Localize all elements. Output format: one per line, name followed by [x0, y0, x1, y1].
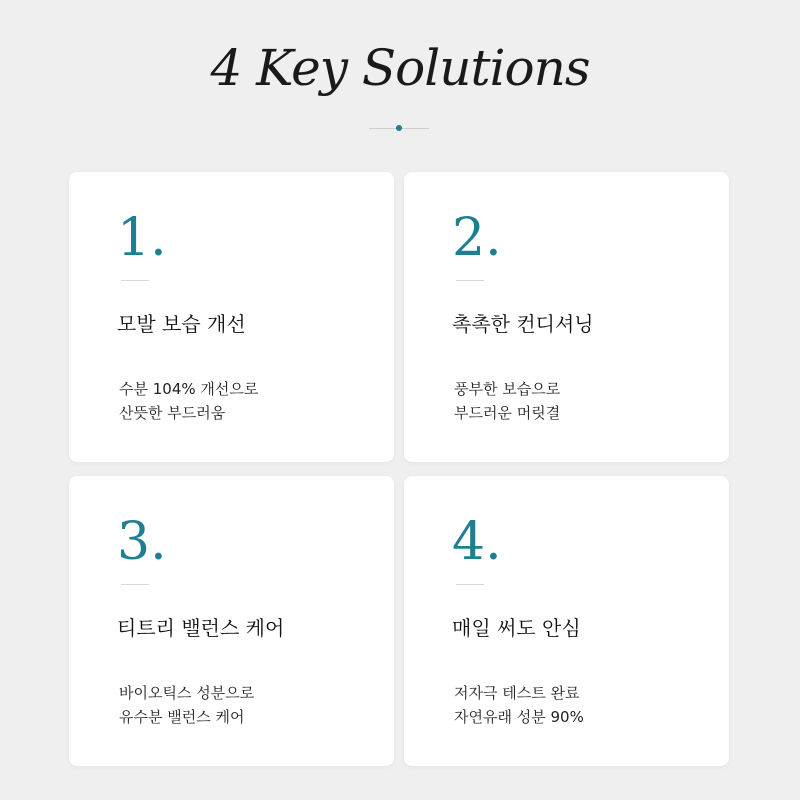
card-heading: 티트리 밸런스 케어	[117, 616, 285, 640]
card-rule	[456, 584, 484, 585]
card-rule	[121, 280, 149, 281]
card-description-line: 산뜻한 부드러움	[119, 404, 226, 422]
card-description	[454, 681, 584, 729]
card-description-line: 자연유래 성분 90%	[454, 708, 584, 726]
card-description-line: 유수분 밸런스 케어	[119, 708, 245, 726]
card-number: 3.	[117, 512, 167, 572]
card-description-line: 수분 104% 개선으로	[119, 380, 259, 398]
card-number: 1.	[117, 208, 167, 268]
card-description-line: 저자극 테스트 완료	[454, 684, 580, 702]
card-heading: 촉촉한 컨디셔닝	[452, 312, 594, 336]
card-rule	[456, 280, 484, 281]
card-number: 4.	[452, 512, 502, 572]
card-number: 2.	[452, 208, 502, 268]
card-description	[119, 681, 254, 729]
card-description-line: 풍부한 보습으로	[454, 380, 561, 398]
card-description-line: 부드러운 머릿결	[454, 404, 561, 422]
page-title: 4 Key Solutions	[210, 39, 590, 97]
solution-card-2	[404, 172, 729, 462]
divider-dot	[396, 125, 402, 131]
card-description-line: 바이오틱스 성분으로	[119, 684, 255, 702]
solution-card-4	[404, 476, 729, 766]
card-rule	[121, 584, 149, 585]
card-heading: 매일 써도 안심	[452, 616, 581, 640]
solution-card-3	[69, 476, 394, 766]
card-description	[119, 377, 258, 425]
solution-card-1	[69, 172, 394, 462]
card-description	[454, 377, 560, 425]
card-heading: 모발 보습 개선	[117, 312, 246, 336]
